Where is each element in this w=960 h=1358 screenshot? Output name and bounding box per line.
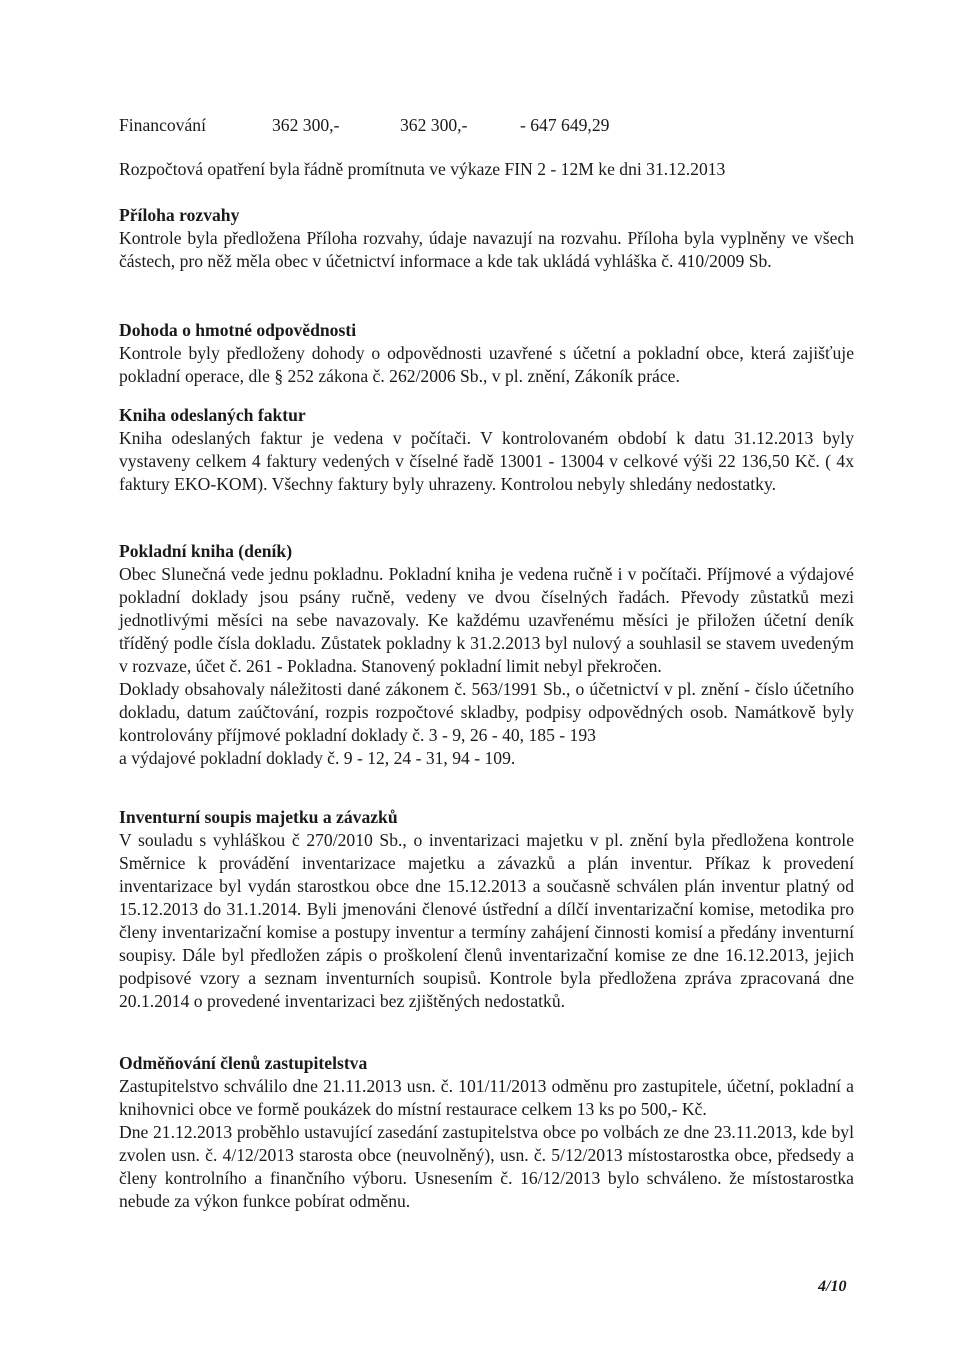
financing-label: Financování — [119, 115, 206, 135]
financing-value-3: - 647 649,29 — [520, 115, 610, 135]
page-number: 4/10 — [818, 1278, 847, 1295]
section-odmenovani — [119, 1052, 854, 1213]
budget-note-block — [119, 158, 854, 181]
section-text: Dne 21.12.2013 proběhlo ustavující zasedání zastupitelstva obce po volbách ze dne 23.11.2013, kde byl zvolen usn. č. 4/12/2013 starosta obce (neuvolněný), usn. č. 5/12/2013 místostarostka obce, předsedy a členy kontrolního a finančního výboru. Usnesením č. 16/12/2013 bylo schváleno. že místostarostka nebude za výkon funkce pobírat odměnu. — [119, 1122, 854, 1211]
section-text: Kniha odeslaných faktur je vedena v počítači. V kontrolovaném období k datu 31.12.2013 byly vystaveny celkem 4 faktury vedených v číselné řadě 13001 - 13004 v celkové výši 22 136,50 Kč. ( 4x faktury EKO-KOM). Všechny faktury byly uhrazeny. Kontrolou nebyly shledány nedostatky. — [119, 428, 854, 494]
section-heading: Odměňování členů zastupitelstva — [119, 1053, 368, 1073]
section-text: a výdajové pokladní doklady č. 9 - 12, 24 - 31, 94 - 109. — [119, 748, 516, 768]
budget-note: Rozpočtová opatření byla řádně promítnuta ve výkaze FIN 2 - 12M ke dni 31.12.2013 — [119, 159, 726, 179]
section-priloha-rozvahy — [119, 204, 854, 273]
section-kniha-faktur — [119, 404, 854, 496]
section-text: Zastupitelstvo schválilo dne 21.11.2013 usn. č. 101/11/2013 odměnu pro zastupitele, účetní, pokladní a knihovnici obce ve formě poukázek do místní restaurace celkem 13 ks po 500,- Kč. — [119, 1076, 854, 1119]
section-dohoda — [119, 319, 854, 388]
section-heading: Kniha odeslaných faktur — [119, 405, 306, 425]
section-pokladni-kniha — [119, 540, 854, 770]
section-text: Kontrole byly předloženy dohody o odpovědnosti uzavřené s účetní a pokladní obce, která zajišťuje pokladní operace, dle § 252 zákona č. 262/2006 Sb., v pl. znění, Zákoník práce. — [119, 343, 854, 386]
section-text: Doklady obsahovaly náležitosti dané zákonem č. 563/1991 Sb., o účetnictví v pl. znění - číslo účetního dokladu, datum zaúčtování, rozpis rozpočtové skladby, podpisy odpovědných osob. Namátkově byly kontrolovány příjmové pokladní doklady č. 3 - 9, 26 - 40, 185 - 193 — [119, 679, 854, 745]
section-heading: Příloha rozvahy — [119, 205, 240, 225]
financing-value-1: 362 300,- — [272, 115, 340, 135]
section-heading: Inventurní soupis majetku a závazků — [119, 807, 398, 827]
section-heading: Dohoda o hmotné odpovědnosti — [119, 320, 357, 340]
section-text: V souladu s vyhláškou č 270/2010 Sb., o inventarizaci majetku v pl. znění byla předložena kontrole Směrnice k provádění inventarizace majetku a závazků a plán inventur. Příkaz k provedení inventarizace byl vydán starostkou obce dne 15.12.2013 a současně schválen plán inventur platný od 15.12.2013 do 31.1.2014. Byli jmenováni členové ústřední a dílčí inventarizační komise, metodika pro členy inventarizační komise a postupy inventur a termíny zahájení činnosti komisí a předány inventurní soupisy. Dále byl předložen zápis o proškolení členů inventarizační komise ze dne 16.12.2013, jejich podpisové vzory a seznam inventurních soupisů. Kontrole byla předložena zpráva zpracovaná dne 20.1.2014 o provedené inventarizaci bez zjištěných nedostatků. — [119, 830, 854, 1011]
section-text: Obec Slunečná vede jednu pokladnu. Pokladní kniha je vedena ručně i v počítači. Příjmové a výdajové pokladní doklady jsou psány ručně, vedeny ve dvou číselných řadách. Převody zůstatků mezi jednotlivými měsíci na sebe navazovaly. Ke každému uzavřenému měsíci je přiložen účetní deník tříděný podle čísla dokladu. Zůstatek pokladny k 31.2.2013 byl nulový a souhlasil se stavem uvedeným v rozvaze, účet č. 261 - Pokladna. Stanovený pokladní limit nebyl překročen. — [119, 564, 854, 676]
financing-value-2: 362 300,- — [400, 115, 468, 135]
section-inventura — [119, 806, 854, 1013]
section-heading: Pokladní kniha (deník) — [119, 541, 293, 561]
section-text: Kontrole byla předložena Příloha rozvahy, údaje navazují na rozvahu. Příloha byla vyplněny ve všech částech, pro něž měla obec v účetnictví informace a kde tak ukládá vyhláška č. 410/2009 Sb. — [119, 228, 854, 271]
